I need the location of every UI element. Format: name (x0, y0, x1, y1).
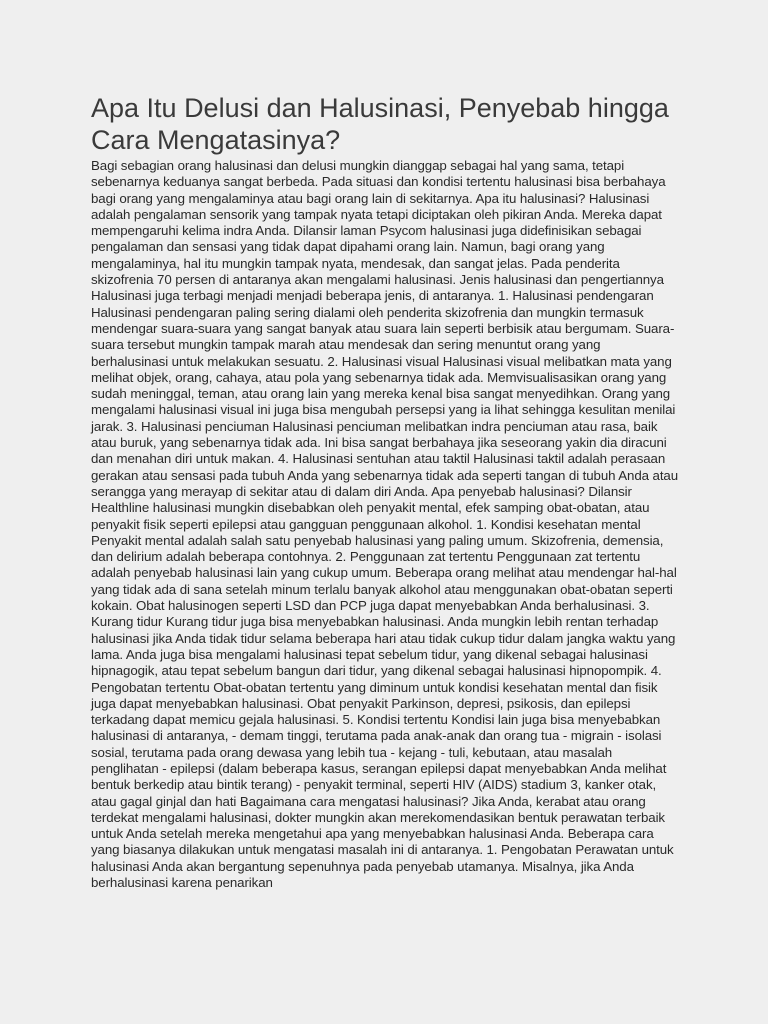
article-body: Bagi sebagian orang halusinasi dan delusi mungkin dianggap sebagai hal yang sama, tetapi sebenarnya keduanya sangat berbeda. Pada situasi dan kondisi tertentu halusinasi bisa berbahaya bagi orang yang mengalaminya atau bagi orang lain di sekitarnya. Apa itu halusinasi? Halusinasi adalah pengalaman sensorik yang tampak nyata tetapi diciptakan oleh pikiran Anda. Mereka dapat mempengaruhi kelima indra Anda. Dilansir laman Psycom halusinasi juga didefinisikan sebagai pengalaman dan sensasi yang tidak dapat dipahami orang lain. Namun, bagi orang yang mengalaminya, hal itu mungkin tampak nyata, mendesak, dan sangat jelas. Pada penderita skizofrenia 70 persen di antaranya akan mengalami halusinasi. Jenis halusinasi dan pengertiannya Halusinasi juga terbagi menjadi menjadi beberapa jenis, di antaranya. 1. Halusinasi pendengaran Halusinasi pendengaran paling sering dialami oleh penderita skizofrenia dan mungkin termasuk mendengar suara-suara yang sangat banyak atau suara lain seperti berbisik atau bergumam. Suara-suara tersebut mungkin tampak marah atau mendesak dan sering menuntut orang yang berhalusinasi untuk melakukan sesuatu. 2. Halusinasi visual Halusinasi visual melibatkan mata yang melihat objek, orang, cahaya, atau pola yang sebenarnya tidak ada. Memvisualisasikan orang yang sudah meninggal, teman, atau orang lain yang mereka kenal bisa sangat menyedihkan. Orang yang mengalami halusinasi visual ini juga bisa mengubah persepsi yang ia lihat sehingga kesulitan menilai jarak. 3. Halusinasi penciuman Halusinasi penciuman melibatkan indra penciuman atau rasa, baik atau buruk, yang sebenarnya tidak ada. Ini bisa sangat berbahaya jika seseorang yakin dia diracuni dan menahan diri untuk makan. 4. Halusinasi sentuhan atau taktil Halusinasi taktil adalah perasaan gerakan atau sensasi pada tubuh Anda yang sebenarnya tidak ada seperti tangan di tubuh Anda atau serangga yang merayap di sekitar atau di dalam diri Anda. Apa penyebab halusinasi? Dilansir Healthline halusinasi mungkin disebabkan oleh penyakit mental, efek samping obat-obatan, atau penyakit fisik seperti epilepsi atau gangguan penggunaan alkohol. 1. Kondisi kesehatan mental Penyakit mental adalah salah satu penyebab halusinasi yang paling umum. Skizofrenia, demensia, dan delirium adalah beberapa contohnya. 2. Penggunaan zat tertentu Penggunaan zat tertentu adalah penyebab halusinasi lain yang cukup umum. Beberapa orang melihat atau mendengar hal-hal yang tidak ada di sana setelah minum terlalu banyak alkohol atau menggunakan obat-obatan seperti kokain. Obat halusinogen seperti LSD dan PCP juga dapat menyebabkan Anda berhalusinasi. 3. Kurang tidur Kurang tidur juga bisa menyebabkan halusinasi. Anda mungkin lebih rentan terhadap halusinasi jika Anda tidak tidur selama beberapa hari atau tidak cukup tidur dalam jangka waktu yang lama. Anda juga bisa mengalami halusinasi tepat sebelum tidur, yang dikenal sebagai halusinasi hipnagogik, atau tepat sebelum bangun dari tidur, yang dikenal sebagai halusinasi hipnopompik. 4. Pengobatan tertentu Obat-obatan tertentu yang diminum untuk kondisi kesehatan mental dan fisik juga dapat menyebabkan halusinasi. Obat penyakit Parkinson, depresi, psikosis, dan epilepsi terkadang dapat memicu gejala halusinasi. 5. Kondisi tertentu Kondisi lain juga bisa menyebabkan halusinasi di antaranya, - demam tinggi, terutama pada anak-anak dan orang tua - migrain - isolasi sosial, terutama pada orang dewasa yang lebih tua - kejang - tuli, kebutaan, atau masalah penglihatan - epilepsi (dalam beberapa kasus, serangan epilepsi dapat menyebabkan Anda melihat bentuk berkedip atau bintik terang) - penyakit terminal, seperti HIV (AIDS) stadium 3, kanker otak, atau gagal ginjal dan hati Bagaimana cara mengatasi halusinasi? Jika Anda, kerabat atau orang terdekat mengalami halusinasi, dokter mungkin akan merekomendasikan bentuk perawatan terbaik untuk Anda setelah mereka mengetahui apa yang menyebabkan halusinasi Anda. Beberapa cara yang biasanya dilakukan untuk mengatasi masalah ini di antaranya. 1. Pengobatan Perawatan untuk halusinasi Anda akan bergantung sepenuhnya pada penyebab utamanya. Misalnya, jika Anda berhalusinasi karena penarikan (91, 158, 679, 891)
article-title: Apa Itu Delusi dan Halusinasi, Penyebab hingga Cara Mengatasinya? (91, 93, 669, 155)
